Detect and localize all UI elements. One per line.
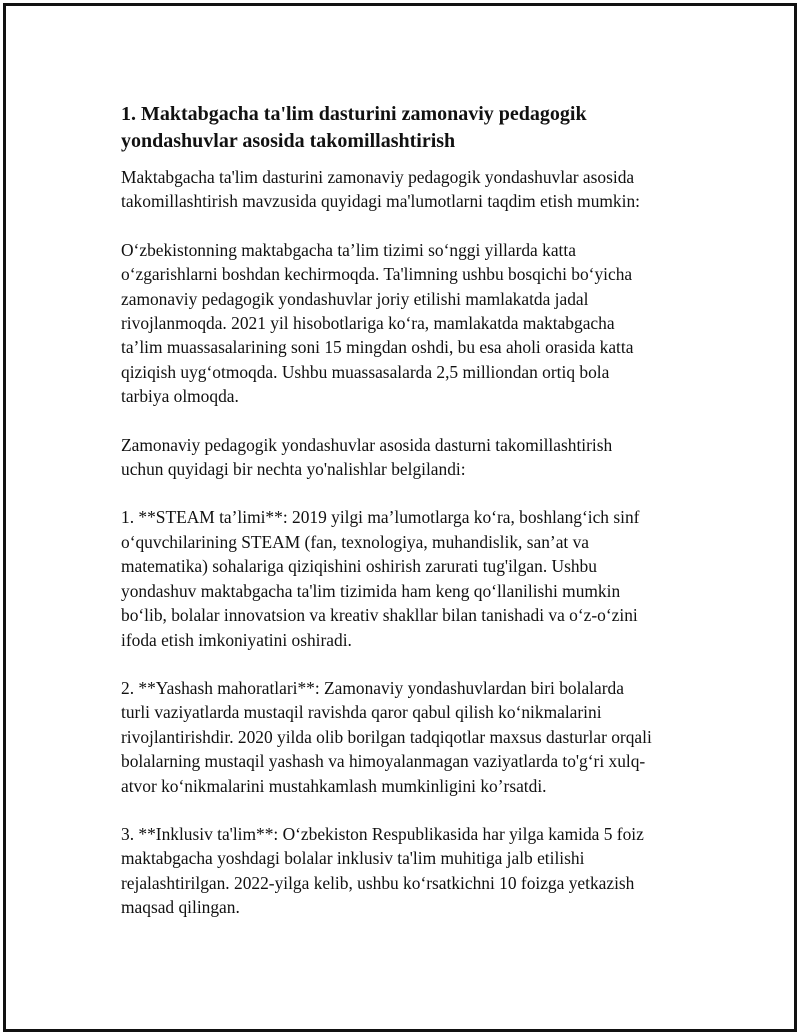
directions-intro-paragraph: Zamonaviy pedagogik yondashuvlar asosida dasturni takomillashtirish uchun quyidagi bir nechta yo'nalishlar belgilandi: <box>121 434 613 480</box>
steam-paragraph: 1. **STEAM ta’limi**: 2019 yilgi ma’lumotlarga ko‘ra, boshlang‘ich sinf o‘quvchilarining STEAM (fan, texnologiya, muhandislik, san’at va matematika) sohalariga qiziqishini oshirish zarurati tug'ilgan. Ushbu yondashuv maktabgacha ta'lim tizimida ham keng qo‘llanilishi mumkin bo‘lib, bolalar innovatsion va kreativ shakllar bilan tanishadi va o‘z-o‘zini ifoda etish imkoniyatini oshiradi. <box>121 507 640 650</box>
life-skills-paragraph: 2. **Yashash mahoratlari**: Zamonaviy yondashuvlardan biri bolalarda turli vaziyatlarda mustaqil ravishda qaror qabul qilish ko‘nikmalarini rivojlantirishdir. 2020 yilda olib borilgan tadqiqotlar maxsus dasturlar orqali bolalarning mustaqil yashash va himoyalanmagan vaziyatlarda to'g‘ri xulq- atvor ko‘nikmalarini mustahkamlash mumkinligini ko’rsatdi. <box>121 677 652 796</box>
document-page <box>3 3 797 1032</box>
document-body <box>121 101 696 944</box>
section-heading: 1. Maktabgacha ta'lim dasturini zamonaviy pedagogik yondashuvlar asosida takomillashtirish <box>121 103 587 152</box>
intro-paragraph: Maktabgacha ta'lim dasturini zamonaviy pedagogik yondashuvlar asosida takomillashtirish mavzusida quyidagi ma'lumotlarni taqdim etish mumkin: <box>121 167 640 212</box>
overview-paragraph: O‘zbekistonning maktabgacha ta’lim tizimi so‘nggi yillarda katta o‘zgarishlarni boshdan kechirmoqda. Ta'limning ushbu bosqichi bo‘yicha zamonaviy pedagogik yondashuvlar joriy etilishi mamlakatda jadal rivojlanmoqda. 2021 yil hisobotlariga ko‘ra, mamlakatda maktabgacha ta’lim muassasalarining soni 15 mingdan oshdi, bu esa aholi orasida katta qiziqish uyg‘otmoqda. Ushbu muassasalarda 2,5 milliondan ortiq bola tarbiya olmoqda. <box>121 239 634 407</box>
inclusive-education-paragraph: 3. **Inklusiv ta'lim**: O‘zbekiston Respublikasida har yilga kamida 5 foiz maktabgacha yoshdagi bolalar inklusiv ta'lim muhitiga jalb etilishi rejalashtirilgan. 2022-yilga kelib, ushbu ko‘rsatkichni 10 foizga yetkazish maqsad qilingan. <box>121 823 644 918</box>
